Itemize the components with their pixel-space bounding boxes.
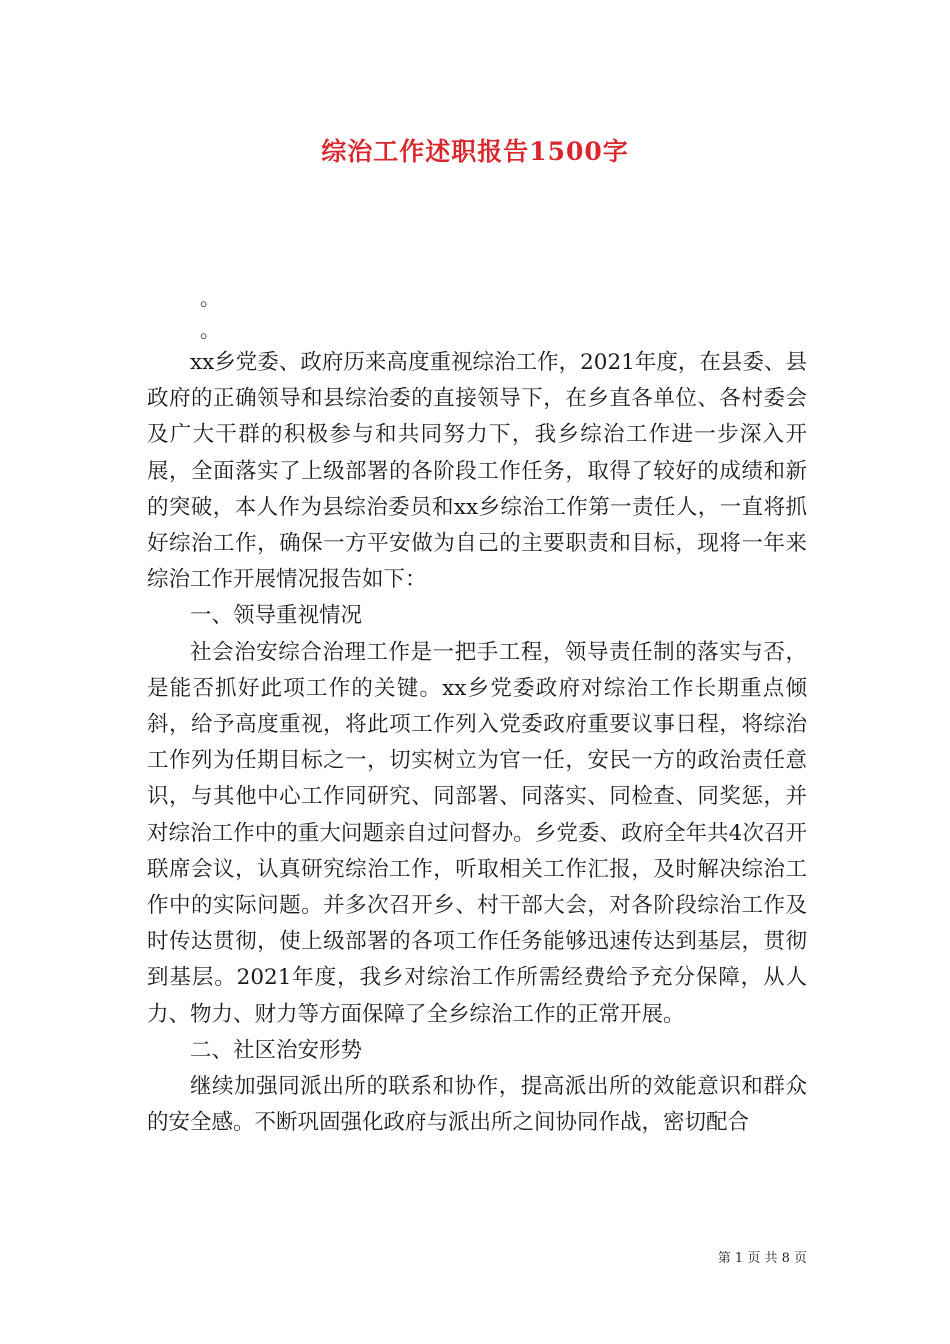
section-heading-1: 一、领导重视情况	[190, 603, 363, 629]
section-heading-2: 二、社区治安形势	[190, 1037, 363, 1063]
paragraph-section-2: 继续加强同派出所的联系和协作，提高派出所的效能意识和群众的安全感。不断巩固强化政府与派出所之间协同作战，密切配合	[147, 1074, 807, 1136]
paragraph-intro: xx乡党委、政府历来高度重视综治工作，2021年度，在县委、县政府的正确领导和县综治委的直接领导下，在乡直各单位、各村委会及广大干群的积极参与和共同努力下，我乡综治工作进一步深入开展，全面落实了上级部署的各阶段工作任务，取得了较好的成绩和新的突破，本人作为县综治委员和xx乡综治工作第一责任人，一直将抓好综治工作，确保一方平安做为自己的主要职责和目标，现将一年来综治工作开展情况报告如下：	[147, 350, 807, 593]
page-number: 第 1 页 共 8 页	[717, 1251, 807, 1266]
document-title: 综治工作述职报告1500字	[321, 137, 629, 166]
document-body	[147, 345, 807, 1141]
paragraph-section-1: 社会治安综合治理工作是一把手工程，领导责任制的落实与否，是能否抓好此项工作的关键。xx乡党委政府对综治工作长期重点倾斜，给予高度重视，将此项工作列入党委政府重要议事日程，将综治工作列为任期目标之一，切实树立为官一任，安民一方的政治责任意识，与其他中心工作同研究、同部署、同落实、同检查、同奖惩，并对综治工作中的重大问题亲自过问督办。乡党委、政府全年共4次召开联席会议，认真研究综治工作，听取相关工作汇报，及时解决综治工作中的实际问题。并多次召开乡、村干部大会，对各阶段综治工作及时传达贯彻，使上级部署的各项工作任务能够迅速传达到基层，贯彻到基层。2021年度，我乡对综治工作所需经费给予充分保障，从人力、物力、财力等方面保障了全乡综治工作的正常开展。	[147, 639, 807, 1027]
bullet-mark: 。	[200, 318, 220, 342]
bullet-mark: 。	[200, 286, 220, 310]
